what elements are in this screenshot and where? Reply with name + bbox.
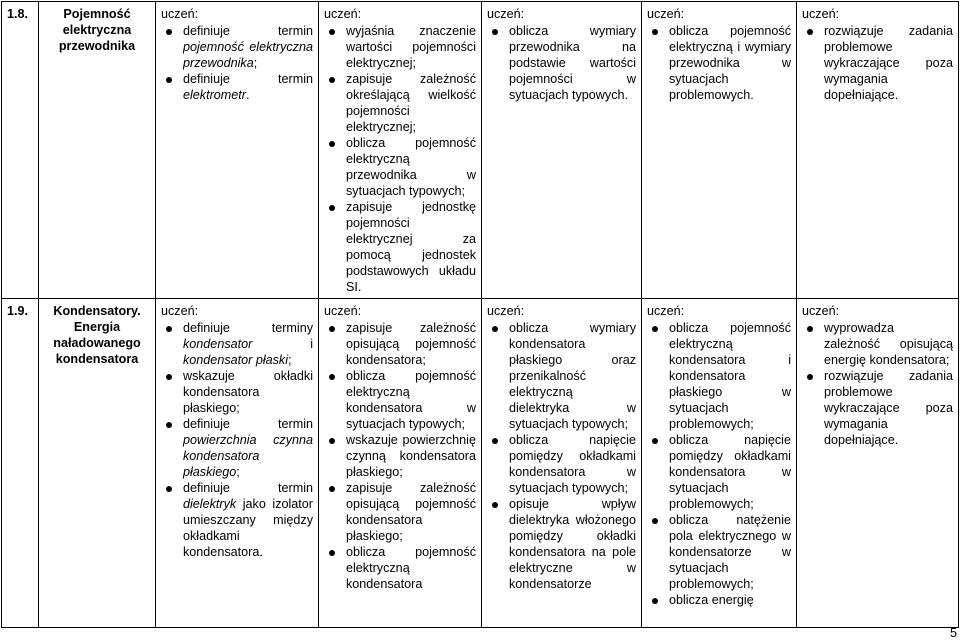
requirement-list [161, 320, 313, 560]
requirement-item: wyjaśnia znaczenie wartości pojemności elektrycznej; [324, 23, 476, 71]
cell-header: uczeń: [802, 304, 840, 318]
requirements-cell [797, 2, 959, 299]
requirement-item: oblicza natężenie pola elektrycznego w kondensatorze w sytuacjach problemowych; [647, 512, 791, 592]
requirement-list [647, 23, 791, 103]
requirement-item: definiuje termin dielektryk jako izolator umieszczany między okładkami kondensatora. [161, 480, 313, 560]
requirement-item: oblicza pojemność elektryczną kondensatora i kondensatora płaskiego w sytuacjach problemowych; [647, 320, 791, 432]
cell-header: uczeń: [802, 7, 840, 21]
cell-header: uczeń: [161, 7, 199, 21]
requirement-item: oblicza pojemność elektryczną i wymiary przewodnika w sytuacjach problemowych. [647, 23, 791, 103]
requirement-list [161, 23, 313, 103]
requirement-item: oblicza napięcie pomiędzy okładkami kondensatora w sytuacjach problemowych; [647, 432, 791, 512]
requirement-item: wyprowadza zależność opisującą energię kondensatora; [802, 320, 953, 368]
requirement-item: oblicza pojemność elektryczną przewodnika w sytuacjach typowych; [324, 135, 476, 199]
requirement-item: zapisuje zależność opisującą pojemność kondensatora płaskiego; [324, 480, 476, 544]
cell-header: uczeń: [647, 304, 685, 318]
table-row [2, 299, 959, 628]
cell-header: uczeń: [487, 304, 525, 318]
section-number: 1.8. [2, 2, 39, 299]
requirements-cell [642, 299, 797, 628]
section-topic: Pojemność elektryczna przewodnika [39, 2, 156, 299]
requirement-item: zapisuje zależność określającą wielkość pojemności elektrycznej; [324, 71, 476, 135]
requirement-item: zapisuje zależność opisującą pojemność kondensatora; [324, 320, 476, 368]
requirement-list [647, 320, 791, 608]
requirements-cell [482, 299, 642, 628]
requirement-item: oblicza pojemność elektryczną kondensatora [324, 544, 476, 592]
requirement-item: rozwiązuje zadania problemowe wykraczające poza wymagania dopełniające. [802, 368, 953, 448]
requirement-list [802, 320, 953, 448]
requirement-list [487, 23, 636, 103]
page-number: 5 [950, 626, 958, 640]
cell-header: uczeń: [647, 7, 685, 21]
requirements-cell [156, 299, 319, 628]
requirement-list [802, 23, 953, 103]
requirement-item: oblicza napięcie pomiędzy okładkami kondensatora w sytuacjach typowych; [487, 432, 636, 496]
requirement-item: oblicza wymiary kondensatora płaskiego oraz przenikalność elektryczną dielektryka w sytuacjach typowych; [487, 320, 636, 432]
requirement-item: oblicza pojemność elektryczną kondensatora w sytuacjach typowych; [324, 368, 476, 432]
requirements-table [1, 1, 959, 628]
requirement-list [324, 23, 476, 295]
section-number: 1.9. [2, 299, 39, 628]
requirements-cell [319, 2, 482, 299]
cell-header: uczeń: [161, 304, 199, 318]
requirement-item: definiuje termin pojemność elektryczna przewodnika; [161, 23, 313, 71]
requirement-item: zapisuje jednostkę pojemności elektrycznej za pomocą jednostek podstawowych układu SI. [324, 199, 476, 295]
requirement-item: wskazuje okładki kondensatora płaskiego; [161, 368, 313, 416]
requirements-cell [319, 299, 482, 628]
requirement-item: rozwiązuje zadania problemowe wykraczające poza wymagania dopełniające. [802, 23, 953, 103]
requirements-cell [797, 299, 959, 628]
requirement-item: opisuje wpływ dielektryka włożonego pomiędzy okładki kondensatora na pole elektryczne w kondensatorze [487, 496, 636, 592]
requirements-cell [642, 2, 797, 299]
requirements-cell [156, 2, 319, 299]
requirement-item: oblicza energię [647, 592, 791, 608]
requirement-list [487, 320, 636, 592]
requirements-cell [482, 2, 642, 299]
requirement-item: oblicza wymiary przewodnika na podstawie wartości pojemności w sytuacjach typowych. [487, 23, 636, 103]
cell-header: uczeń: [324, 7, 362, 21]
cell-header: uczeń: [324, 304, 362, 318]
cell-header: uczeń: [487, 7, 525, 21]
requirement-item: definiuje termin elektrometr. [161, 71, 313, 103]
requirement-list [324, 320, 476, 592]
requirement-item: definiuje terminy kondensator i kondensator płaski; [161, 320, 313, 368]
requirement-item: definiuje termin powierzchnia czynna kondensatora płaskiego; [161, 416, 313, 480]
requirement-item: wskazuje powierzchnię czynną kondensatora płaskiego; [324, 432, 476, 480]
table-row [2, 2, 959, 299]
section-topic: Kondensatory. Energia naładowanego kondensatora [39, 299, 156, 628]
